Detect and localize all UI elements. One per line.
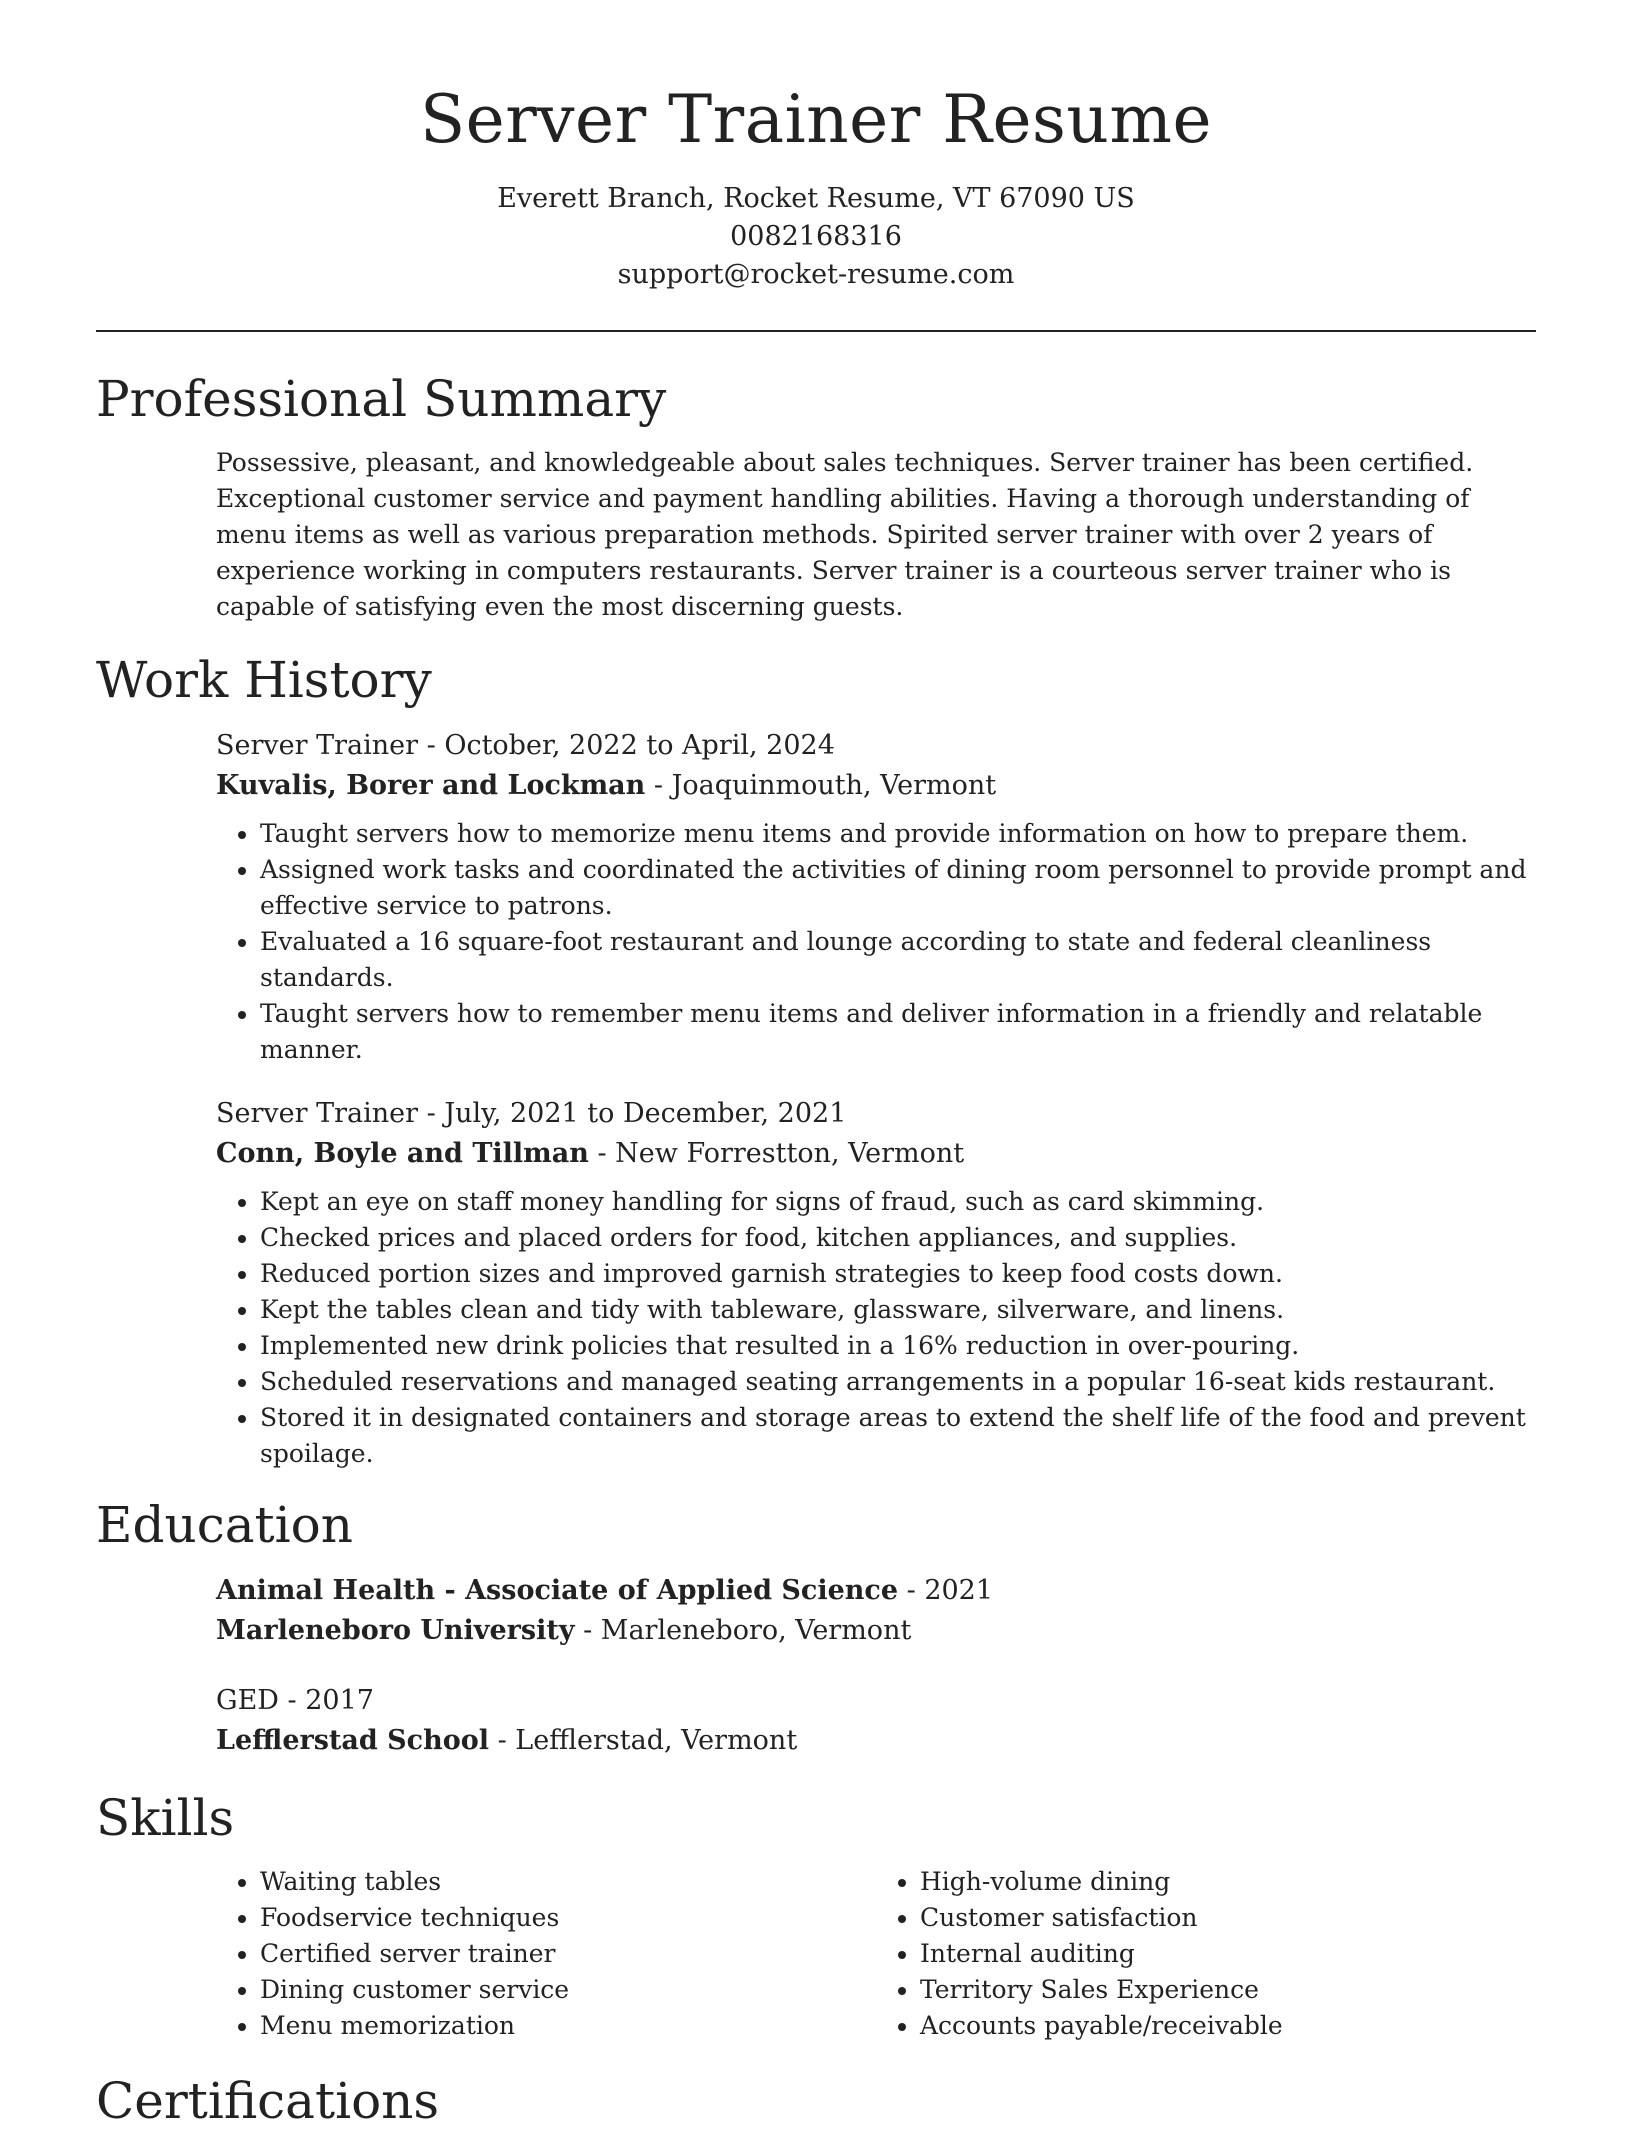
list-item: • Internal auditing [920,1936,1536,1972]
list-item: • Accounts payable/receivable [920,2008,1536,2044]
list-item: • Taught servers how to memorize menu items and provide information on how to prepare them. [260,816,1536,852]
contact-address: Everett Branch, Rocket Resume, VT 67090 US [497,182,1135,214]
list-item: • High-volume dining [920,1864,1536,1900]
education-degree-line [216,1571,1536,1611]
education-degree: Animal Health - Associate of Applied Science [216,1574,899,1606]
education-school-line [216,1721,1536,1761]
list-item: • Checked prices and placed orders for food, kitchen appliances, and supplies. [260,1220,1536,1256]
education-heading: Education [96,1495,353,1554]
education-year: - 2021 [898,1574,994,1606]
list-item: • Customer satisfaction [920,1900,1536,1936]
job-role: Server Trainer [216,1097,419,1129]
list-item: • Kept the tables clean and tidy with tableware, glassware, silverware, and linens. [260,1292,1536,1328]
education-year: - 2017 [278,1684,374,1716]
list-item: • Territory Sales Experience [920,1972,1536,2008]
job-location: - New Forrestton, Vermont [588,1137,965,1169]
list-item: • Taught servers how to remember menu items and deliver information in a friendly and relatable manner. [260,996,1536,1068]
skills-list-right [876,1864,1536,2044]
education-location: - Marleneboro, Vermont [574,1614,912,1646]
education-section [96,1495,1536,1761]
list-item: • Scheduled reservations and managed seating arrangements in a popular 16-seat kids restaurant. [260,1364,1536,1400]
list-item: • Stored it in designated containers and storage areas to extend the shelf life of the food and prevent spoilage. [260,1400,1536,1472]
list-item: • Assigned work tasks and coordinated the activities of dining room personnel to provide prompt and effective service to patrons. [260,852,1536,924]
job-title-line [216,726,1536,766]
contact-email: support@rocket-resume.com [617,258,1015,290]
list-item: • Kept an eye on staff money handling for signs of fraud, such as card skimming. [260,1184,1536,1220]
skills-section [96,1788,1536,2044]
job-bullets [216,816,1536,1068]
list-item: • Waiting tables [260,1864,876,1900]
certifications-heading: Certifications [96,2071,440,2130]
education-degree-line [216,1681,1536,1721]
list-item: • Evaluated a 16 square-foot restaurant and lounge according to state and federal cleanliness standards. [260,924,1536,996]
job-company-line [216,766,1536,806]
summary-heading: Professional Summary [96,369,667,428]
job-location: - Joaquinmouth, Vermont [645,769,997,801]
skills-heading: Skills [96,1788,235,1847]
job-dates: - October, 2022 to April, 2024 [418,729,835,761]
list-item: • Menu memorization [260,2008,876,2044]
work-history-heading: Work History [96,650,432,709]
summary-text: Possessive, pleasant, and knowledgeable about sales techniques. Server trainer has been certified. Exceptional customer service and payment handling abilities. Having a thorough understanding of menu items as well as various preparation methods. Spirited server trainer with over 2 years of experience working in computers restaurants. Server trainer is a courteous server trainer who is capable of satisfying even the most discerning guests. [216,447,1474,621]
page-title: Server Trainer Resume [419,81,1213,158]
job-entry [216,1094,1536,1472]
education-school-line [216,1611,1536,1651]
education-school: Lefflerstad School [216,1724,490,1756]
list-item: • Dining customer service [260,1972,876,2008]
skills-list-left [216,1864,876,2044]
education-location: - Lefflerstad, Vermont [489,1724,798,1756]
job-company-line [216,1134,1536,1174]
education-entry [216,1681,1536,1761]
resume-header [96,82,1536,294]
job-company: Conn, Boyle and Tillman [216,1137,589,1169]
education-school: Marleneboro University [216,1614,575,1646]
job-bullets [216,1184,1536,1472]
job-role: Server Trainer [216,729,419,761]
skills-grid [216,1864,1536,2044]
list-item: • Reduced portion sizes and improved garnish strategies to keep food costs down. [260,1256,1536,1292]
work-history-section [96,650,1536,1472]
summary-section [96,369,1536,625]
certifications-section [96,2071,1536,2130]
list-item: • Foodservice techniques [260,1900,876,1936]
list-item: • Certified server trainer [260,1936,876,1972]
header-divider [96,330,1536,332]
education-entry [216,1571,1536,1651]
contact-phone: 0082168316 [730,220,902,252]
job-entry [216,726,1536,1068]
education-degree: GED [216,1684,279,1716]
job-company: Kuvalis, Borer and Lockman [216,769,646,801]
list-item: • Implemented new drink policies that resulted in a 16% reduction in over-pouring. [260,1328,1536,1364]
job-title-line [216,1094,1536,1134]
job-dates: - July, 2021 to December, 2021 [418,1097,847,1129]
